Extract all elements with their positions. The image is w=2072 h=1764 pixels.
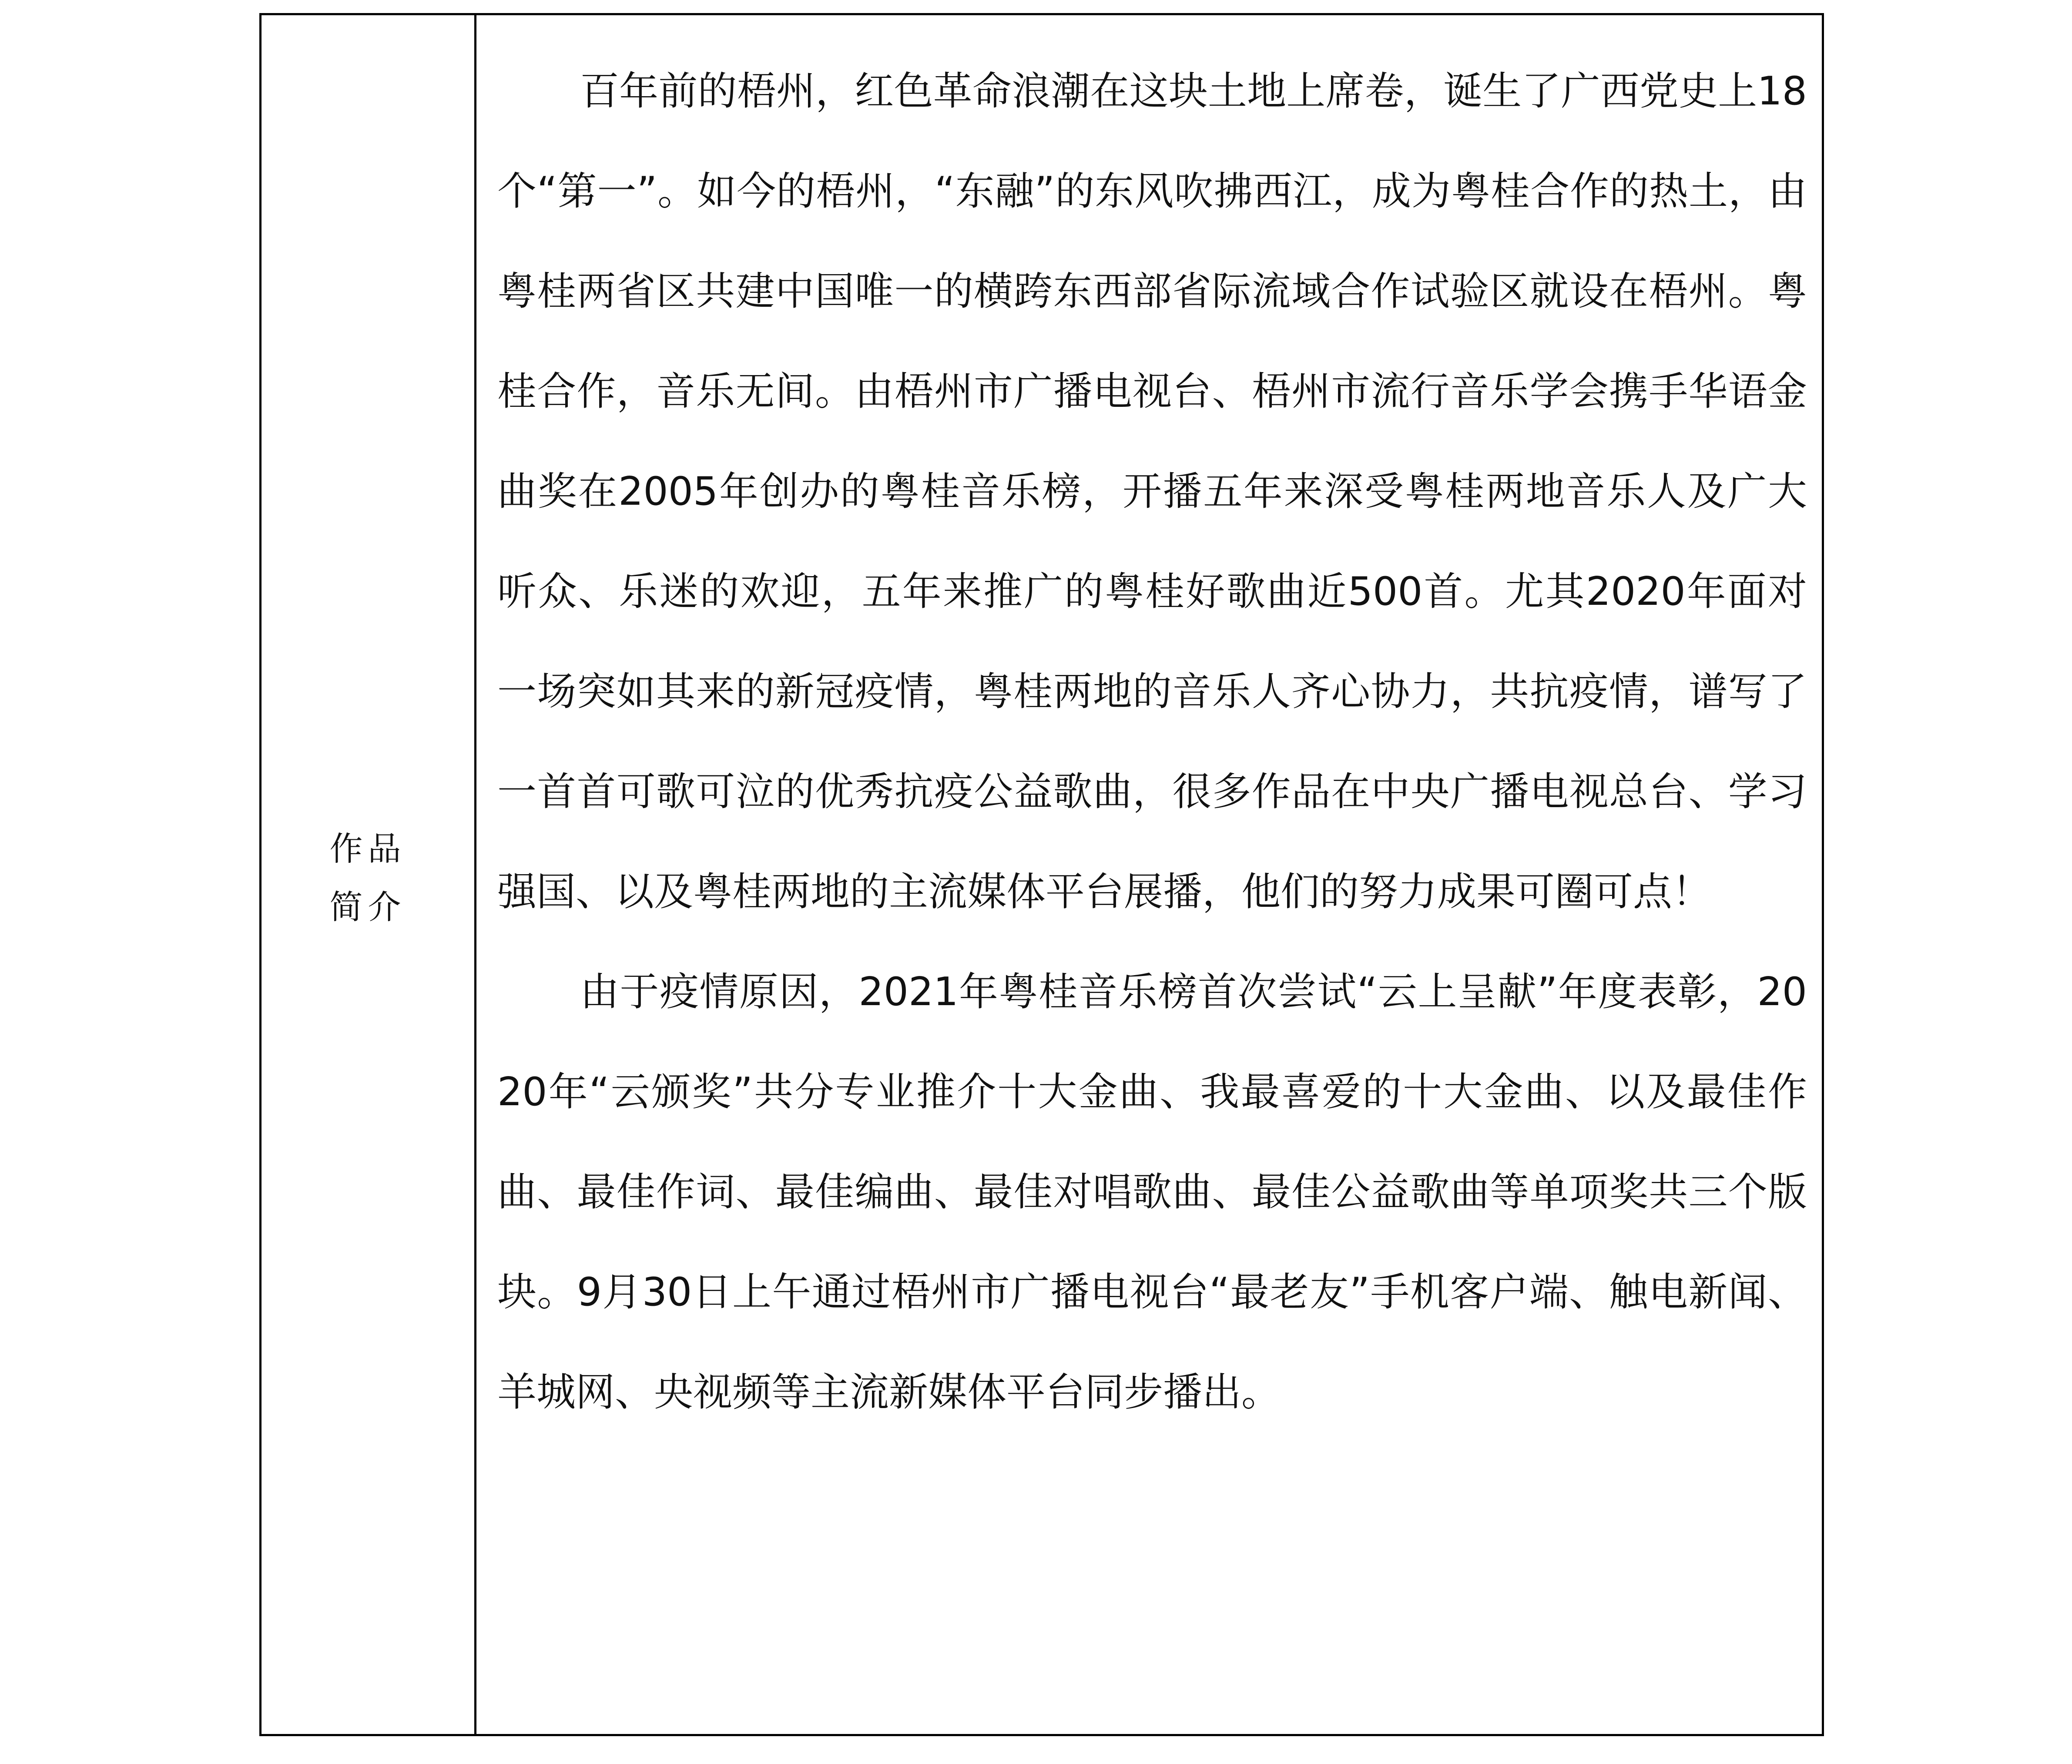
row-label: 作品简介 xyxy=(329,829,406,926)
intro-paragraph: 百年前的梧州，红色革命浪潮在这块土地上席卷，诞生了广西党史上18个“第一”。如今的梧州，“东融”的东风吹拂西江，成为粤桂合作的热土，由粤桂两省区共建中国唯一的横跨东西部省际流域合作试验区就设在梧州。粤桂合作，音乐无间。由梧州市广播电视台、梧州市流行音乐学会携手华语金曲奖在2005年创办的粤桂音乐榜，开播五年来深受粤桂两地音乐人及广大听众、乐迷的欢迎，五年来推广的粤桂好歌曲近500首。尤其2020年面对一场突如其来的新冠疫情，粤桂两地的音乐人齐心协力，共抗疫情，谱写了一首首可歌可泣的优秀抗疫公益歌曲，很多作品在中央广播电视总台、学习强国、以及粤桂两地的主流媒体平台展播，他们的努力成果可圈可点！ xyxy=(497,68,1807,915)
form-table xyxy=(259,13,1824,1736)
label-cell xyxy=(262,15,476,1734)
intro-paragraph: 由于疫情原因，2021年粤桂音乐榜首次尝试“云上呈献”年度表彰，2020年“云颁奖”共分专业推介十大金曲、我最喜爱的十大金曲、以及最佳作曲、最佳作词、最佳编曲、最佳对唱歌曲、最佳公益歌曲等单项奖共三个版块。9月30日上午通过梧州市广播电视台“最老友”手机客户端、触电新闻、羊城网、央视频等主流新媒体平台同步播出。 xyxy=(497,969,1807,1415)
content-cell xyxy=(476,15,1822,1734)
